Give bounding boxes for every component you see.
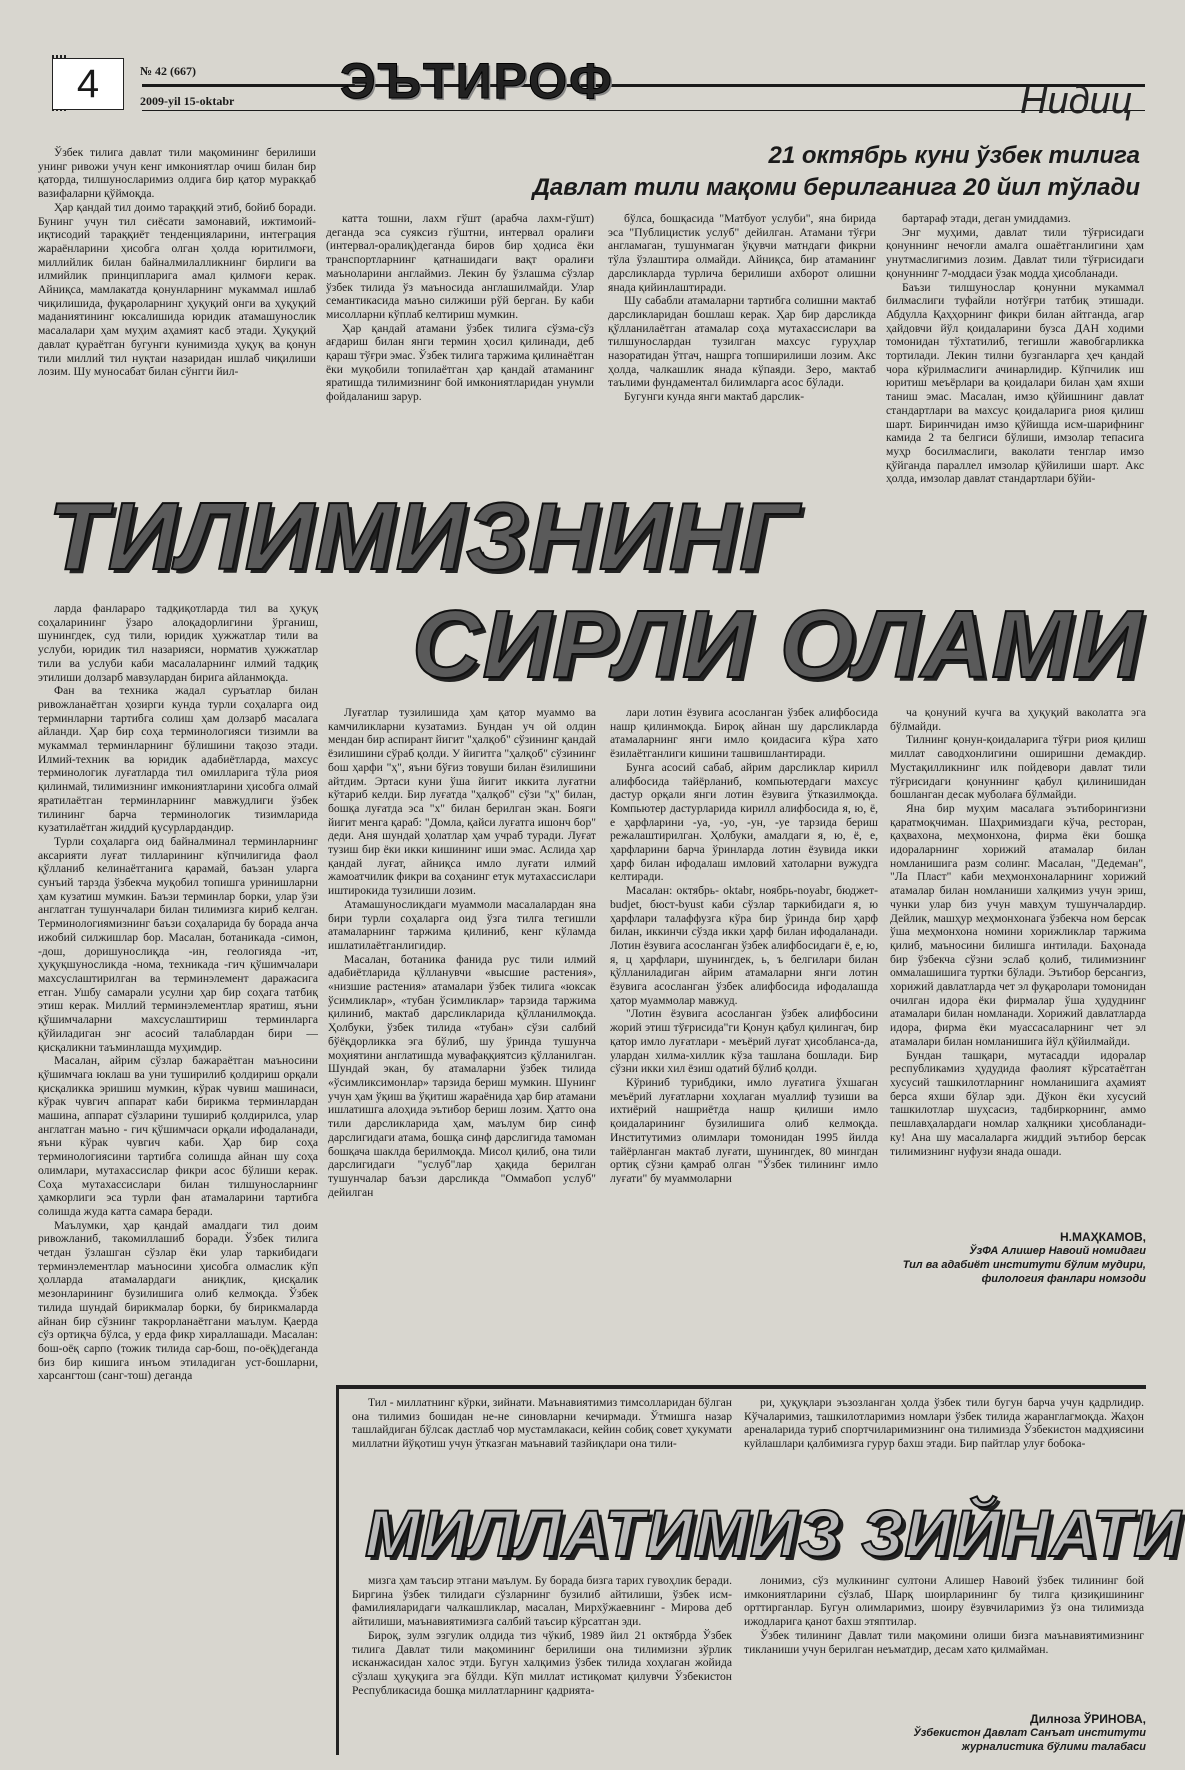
header-rule-thin <box>142 110 1145 111</box>
paragraph: ларда фанлараро тадқиқотларда тил ва ҳуқуқ соҳаларининг ўзаро алоқадорлигини ўрганиш, шунингдек, суд тили, юридик ҳужжатлар тили ва услуби, юридик тил назарияси, норматив ҳужжатлар тили ва услуби каби масалаларнинг илмий тадқиқ этилиши долзарб мавзулардан бирига айланмоқда. <box>38 602 318 684</box>
paragraph: Луғатлар тузилишида ҳам қатор муаммо ва камчиликларни кузатамиз. Бундан уч ой олдин мендан бир аспирант йигит "ҳалқоб" сўзининг қандай ёзилишини сўраб қолди. У йигитга "ҳалқоб" сўзининг бош ҳарфи "ҳ", яъни бўғиз товуши билан ёзилишини айтдим. Эртаси куни ўша йигит иккита луғатни кўтариб келди. Бир луғатда "ҳалқоб" сўзи "ҳ" билан, бошқа луғатда эса "х" билан берилган экан. Бояги йигит менга қараб: "Домла, қайси луғатга ишонч бор" деди. Аня шундай ҳолатлар ҳам учраб туради. Луғат тузиш бир ёки икки кишининг иши эмас. Аслида ҳар қандай луғат, айниқса имло луғати илмий жамоатчилик фикри ва соҳанинг етук мутахассислари иштирокида тузилиши лозим. <box>328 706 596 898</box>
author-1-affiliation-3: филология фанлари номзоди <box>981 1273 1146 1285</box>
author-2-affiliation-1: Ўзбекистон Давлат Санъат институти <box>913 1727 1146 1739</box>
header-rule <box>142 84 1145 87</box>
author-1-name: Н.МАҲКАМОВ, <box>1060 1230 1146 1244</box>
sidebar-top-column-1 <box>352 1396 732 1488</box>
sidebar-top-rule <box>336 1385 1146 1389</box>
sidebar-title: МИЛЛАТИМИЗ ЗИЙНАТИ <box>365 1496 1182 1570</box>
paragraph: Масалан, айрим сўзлар бажараётган маъносини қўшимчага юклаш ва уни туширилиб қолдириш орқали қисқаликка эришиш мумкин, кўрак чувиш машинаси, кўрак чувгич аппарат каби бирикма терминлардан машина, аппарат сўзларини тушириб қолдирилса, улар англатган маъно - гич қўшимчаси орқали ифодаланади, яъни кўрак чувгич каби. Ҳар бир соҳа терминологиясини тартибга солишда айнан шу соҳа олимлари, мутахассислар фикри асос бўлиши керак. Соҳа мутахассислари билан тилшуносларнинг ҳамкорлиги эса турли фан атамаларини тартибга солишда жуда катта самара беради. <box>38 1054 318 1218</box>
issue-date: 2009-yil 15-oktabr <box>140 94 235 108</box>
author-2-affiliation-2: журналистика бўлими талабаси <box>961 1741 1146 1753</box>
paragraph: Яна бир муҳим масалага эътиборингизни қаратмоқчиман. Шаҳримиздаги кўча, ресторан, қаҳвахона, меҳмонхона, фирма ёки бошқа идораларнинг хорижий атамалар билан номланишига разм солинг. Масалан, "Дедеман", "Ла Пласт" каби меҳмонхоналарнинг хорижий атамалар билан номланиши халқимиз учун эриш, чунки улар биз учун мавҳум тушунчалардир. Дейлик, машҳур меҳмонхонага ўзбекча ном берсак ўша меҳмонхона номини хорижликлар таржима қилиб, маъносини билишга интилади. Баҳонада бир ўзбекча сўзни эслаб қолиб, тилимизнинг оммалашишига туртки бўлади. Эътибор берсангиз, хорижий давлатларда чет эл фуқаролари томонидан очилган идора ёки фирмалар ўша ҳудуднинг атамалари билан номланади. Хорижий давлатларда идора, фирма ёки муассасаларнинг чет эл атамалари билан номланишига йўл қўйилмайди. <box>890 801 1146 1048</box>
paragraph: ри, ҳуқуқлари эъзозланган ҳолда ўзбек тили бугун барча учун қадрлидир. Кўчаларимиз, ташкилотларимиз номлари ўзбек тилида жаранглагмоқда. Жаҳон ареналарида туриб спортчиларимизнинг она тилимизда Ўзбекистон мадҳиясини куйлашлари қалбимизга гурур бахш этади. Бир пайтлар улуғ бобока- <box>744 1396 1144 1451</box>
paragraph: Бугунги кунда янги мактаб дарслик- <box>624 390 805 404</box>
paragraph: Энг муҳими, давлат тили тўғрисидаги қонуннинг нечоғли амалга ошаётганлигини ҳам унутмаслигимиз лозим. Давлат тили тўғрисидаги қонуннинг 7-моддаси ўзак модда ҳисобланади. <box>886 225 1144 280</box>
body-column-3 <box>610 706 878 1378</box>
intro-column-1 <box>38 146 316 480</box>
paragraph: Тилнинг қонун-қоидаларига тўғри риоя қилиш миллат саводхонлигини оширишни демакдир. Мустақилликнинг илк пойдевори давлат тили тўғрисидаги қонуннинг қабул қилинишидан бошланган десак муболаға бўлмайди. <box>890 733 1146 802</box>
body-column-1 <box>38 602 318 1758</box>
author-1-affiliation-1: ЎзФА Алишер Навоий номидаги <box>969 1245 1146 1257</box>
signature-author-2 <box>860 1712 1146 1754</box>
paragraph: Масалан, ботаника фанида рус тили илмий адабиётларида қўлланувчи «высшие растения», «низшие растения» атамалари ўзбек тилига «юксак ўсимликлар», «тубан ўсимликлар» тарзида таржима қилиниб, мактаб дарсликларида қўлланилмоқда. Ҳолбуки, ўзбек тилида «тубан» сўзи салбий бўёқдорликка эга бўлиб, шу ўринда тушунча моҳиятини англатишда мувафаққиятсиз қўлланилган. Шундай экан, бу атамаларни ўзбек тилида «ўсимликсимонлар» тарзида бериш мумкин. Шунинг учун ҳам ўқиш ва ўқитиш жараёнида ҳар бир атамани ишлатишга алоҳида эътибор бериш лозим. Ҳатто она тили дарсликларида ҳам, маълум бир синф дарслигидаги атама, бошқа синф дарслигида тамоман бошқача шаклда берилмоқда. Мисол қилиб, она тили дарслигидаги "услуб"лар ҳақида берилган тушунчалар баъзи дарсликда "Оммабоп услуб" дейилган <box>328 952 596 1199</box>
section-tag: Нидиц <box>1020 80 1133 122</box>
paragraph: лари лотин ёзувига асосланган ўзбек алифбосида нашр қилинмоқда. Бироқ айнан шу дарсликларда атамаларнинг янги имло қоидасига кўра хато ёзилаётганлиги кишини ташвишлантиради. <box>610 706 878 761</box>
paragraph: Бундан ташқари, мутасадди идоралар республикамиз ҳудудида фаолият кўрсатаётган хусусий ташкилотларнинг номланишига аҳамият берса яхши бўлар эди. Дўкон ёки хусусий ташкилотлар шуҳсасиз, тадбиркорнинг, аммо пешлавҳалардаги номлар халқники ҳисобланади-ку! Ана шу масалаларга жиддий эътибор берсак тилимизнинг нуфузи янада ошади. <box>890 1048 1146 1158</box>
issue-number: № 42 (667) <box>140 64 197 78</box>
paragraph: Тил - миллатнинг кўрки, зийнати. Маънавиятимиз тимсолларидан бўлган она тилимиз бошидан не-не синовларни кечирмади. Ўтмишга назар ташлайдиган бўлсак дастлаб чор мустамлакаси, кейин собиқ совет ҳукумати миллатни йўқотиш учун ўтказган маънавий тазйиқлари она тили- <box>352 1396 732 1451</box>
paragraph: Турли соҳаларга оид байналминал терминларнинг аксарияти луғат тилларининг кўпчилигида фаол қўлланиб келинаётганига қарамай, баъзан уларга сунъий тарзда ўзбекча муқобил топишга уринишларни ҳам кузатиш мумкин. Баъзи терминлар борки, улар ўзи англатган тушунчалари билан тилимизга кириб келган. Терминологиямизнинг баъзи соҳаларида бу борада анча ижобий силжишлар бор. Масалан, ботаникада -симон, -дош, доришунослиқда -ин, геологияда -ит, ҳуқуқшуносликда -нома, техникада -гич қўшимчалари махсуслаштирилган ва терминэлемент даражасига етган. Ушбу самарали усулни ҳар бир соҳага татбиқ этиш керак. Миллий терминэлементлар яратиш, яъни қўшимчаларни махсуслаштириш терминларга қўйиладиган энг асосий талаблардан бири — қисқаликни таъминлашда муҳимдир. <box>38 834 318 1054</box>
paragraph: Масалан: октябрь- oktabr, ноябрь-noyabr, бюджет-budjet, бюст-byust каби сўзлар таркибидаги я, ю ҳарфлари талаффузга кўра бир ўринда бир ҳарф билан, иккинчи сўзда икки ҳарф билан ифодаланади. Лотин ёзувига асосланган ўзбек алифбосидаги ё, е, ю, я, ц ҳарфлари, шунингдек, ь, ъ белгилари билан қўлланиладиган айрим атамаларни янги лотин ёзувига асосланган ўзбек алифбосида ифодалашда ҳатор муаммолар мавжуд. <box>610 884 878 1007</box>
headline-status-line: Давлат тили мақоми берилганига 20 йил тўлади <box>532 174 1140 201</box>
paragraph: Атамашуносликдаги муаммоли масалалардан яна бири турли соҳаларга оид ўзга тилга тегишли атамаларнинг таржима қилиниб, кенг кўламда ишлатилаётганлигидир. <box>328 897 596 952</box>
paragraph: Маълумки, ҳар қандай амалдаги тил доим ривожланиб, такомиллашиб боради. Ўзбек тилига четдан ўзлашган сўзлар ёки улар таркибидаги терминэлементлар маъносини ҳисобга олмаслик кўп ҳолларда атамалардаги аниқлик, қисқалик мезонларининг бузилишига олиб келмоқда. Ўзбек тилида шундай бирикмалар борки, бу бирикмаларда айнан бир сўзнинг такрорланаётгани маълум. Қаерда сўз ортиқча бўлса, у ерда фикр хираллашади. Масалан: бош-оёқ сарпо (тожик тилида сар-бош, по-оёқ)деганда биз бир кишига инъом этиладиган уст-бошларни, харсангтош (санг-тош) деганда <box>38 1218 318 1383</box>
intro-column-4 <box>886 212 1144 584</box>
body-column-2 <box>328 706 596 1378</box>
paragraph: Фан ва техника жадал суръатлар билан ривожланаётган ҳозирги кунда турли соҳаларга оид терминларни тартибга солиш ҳам долзарб масалага айланди. Ҳар бир соҳа терминологияси тизимли ва мукаммал терминларнинг бўлишини тақозо этади. Илмий-техник ва юридик адабиётларда, махсус терминологик луғатларда тил омилларига тўла риоя қилинмай, тилимизнинг имкониятларини ҳисобга олмай яратилаётган терминларнинг мавжудлиги ўзбек тилининг барча терминологик тизимларида кузатилаётган жиддий қусурлардандир. <box>38 684 318 835</box>
paragraph: бартараф этади, деган умиддамиз. <box>902 212 1071 225</box>
sidebar-bottom-column-2 <box>744 1574 1144 1670</box>
paragraph: Ўзбек тилининг Давлат тили мақомини олиши бизга маънавиятимизнинг тикланиши учун берилган неъматдир, десам хато қилмайман. <box>744 1628 1144 1656</box>
body-column-4 <box>890 706 1146 1226</box>
paragraph: Кўриниб турибдики, имло луғатига ўхшаган меъёрий луғатларни хоҳлаган муаллиф тузиши ва ихтиёрий нашриётда нашр қилиши имло қоидаларининг бузилишига олиб келмоқда. Институтимиз олимлари томонидан 1995 йилда тайёрланган мактаб луғати, шунингдек, 80 мингдан ортиқ сўзни қамраб олган "Ўзбек тилининг имло луғати" бу муаммоларни <box>610 1075 878 1185</box>
author-2-name: Дилноза ЎРИНОВА, <box>1030 1712 1146 1726</box>
intro-column-2 <box>326 212 594 480</box>
paragraph: катта тошни, лахм гўшт (арабча лахм-гўшт) деганда эса суяксиз гўштни, интервал оралиғи (интервал-оралиқ)деганда биров бир ҳодиса ёки транспортларнинг қатнашидаги вақт оралиғи маъноларини англаймиз. Лекин бу ўзлашма сўзлар ўзбек тилида ўз маъносида англашилмайди. Улар семантикасида маъно силжиши рўй берган. Бу каби мисолларни кўплаб келтириш мумкин. <box>326 212 594 321</box>
sidebar-top-column-2 <box>744 1396 1144 1488</box>
paragraph: Баъзи тилшунослар қонунни мукаммал билмаслиги туфайли нотўғри татбиқ этишади. Абдулла Қаҳҳорнинг фикри билан айтганда, агар ҳайдовчи йўл қоидаларини бузса ДАН ходими томонидан тўхтатилиб, тегишли жавобгарликка тортилади. Лекин тилни бузганларга ҳеч қандай чора кўрилмаслиги ачинарлидир. Кўпчилик иш юритиш меъёрлари ва қоидалари билан ҳам яхши таниш эмас. Масалан, имзо қўйишнинг давлат стандартлари ва махсус қоидаларига риоя қилиш шарт. Биринчидан имзо қўйишда исм-шарифнинг камида 2 та белгиси бўлиши, имзолар тепасига муҳр босилмаслиги, ваколати тенглар имзо қўйганда параллел имзолар қўйилиши шарт. Акс ҳолда, имзолар давлат стандартлари бўйи- <box>886 280 1144 486</box>
paragraph: Ҳар қандай атамани ўзбек тилига сўзма-сўз ағдариш билан янги термин ҳосил қилинади, деб қараш тўғри эмас. Ўзбек тилига таржима қилинаётган ёки муқобили топилаётган ҳар қандай атаманинг яратишда тилимизнинг бой имкониятларидан унумли фойдаланиш зарур. <box>326 321 594 404</box>
main-title-line-2: СИРЛИ ОЛАМИ <box>412 591 1143 698</box>
author-1-affiliation-2: Тил ва адабиёт институти бўлим мудири, <box>902 1259 1146 1271</box>
paragraph: Бунга асосий сабаб, айрим дарсликлар кирилл алифбосида тайёрланиб, компьютердаги махсус дастур орқали янги лотин ёзувига ўтказилмоқда. Компьютер дастурларида кирилл алифбосида я, ю, ё, е ҳарфларини -уа, -уо, -ун, -уе тарзида бериш режалаштирилган. Ҳолбуки, амалдаги я, ю, ё, е, ҳарфларини барча ўринларда лотин ёзувида икки ҳарф билан ифодалаш имловий хатоларни вужудга келтиради. <box>610 760 878 884</box>
main-title-line-1: ТИЛИМИЗНИНГ <box>48 483 800 590</box>
signature-author-1 <box>840 1230 1146 1286</box>
paragraph: Бироқ, зулм эзгулик олдида тиз чўкиб, 1989 йил 21 октябрда Ўзбек тилига Давлат тили мақомининг берилиши она тилимизни зўрлик исканжасидан халос этди. Бугун халқимиз ўзбек тилида хоҳлаган жойида сўзлаш ҳуқуқига эга бўлди. Кўп миллат истиқомат қилувчи Ўзбекистон Республикасида бошқа миллатларнинг қадрията- <box>352 1628 732 1697</box>
section-title: ЭЪТИРОФ <box>340 53 614 109</box>
page-number: 4 <box>52 58 124 110</box>
paragraph: "Лотин ёзувига асосланган ўзбек алифбосини жорий этиш тўғрисида"ги Қонун қабул қилингач, бир қатор имло луғатлари - меъёрий луғат ҳисобланса-да, улардан хилма-хиллик кўза ташлана бошлади. Бир сўзни икки хил ёзиш одатий бўлиб қолди. <box>610 1007 878 1076</box>
paragraph: ча қонуний кучга ва ҳуқуқий ваколатга эга бўлмайди. <box>890 706 1146 733</box>
paragraph: Шу сабабли атамаларни тартибга солишни мактаб дарсликларидан бошлаш керак. Ҳар бир дарсликда қўлланилаётган атамалар соҳа мутахассислари ва тилшунослардан тузилган махсус гуруҳлар назоратидан ўтгач, нашрга топширилиши лозим. Акс ҳолда, чалкашлик янада кўпаяди. Зеро, мактаб таълими фундаментал билимларга асос бўлади. <box>608 294 876 390</box>
paragraph: Ўзбек тилига давлат тили мақомининг берилиши унинг ривожи учун кенг имкониятлар очиш билан бир қаторда, тилшуносларимиз олдига бир қатор муракқаб вазифаларни қўймоқда. <box>38 146 316 201</box>
headline-date-line: 21 октябрь куни ўзбек тилига <box>768 142 1140 169</box>
intro-column-3 <box>608 212 876 480</box>
paragraph: Ҳар қандай тил доимо тараққий этиб, бойиб боради. Бунинг учун тил сиёсати замонавий, ижтимоий-иқтисодий тараққиёт тенденцияларини, интеграция жараёнларини ҳисобга олган ҳолда юритилмоғи, миллийлик билан байналмилалликнинг бирлиги ва илмийлик принципларига амал қилмоғи керак. Айниқса, мамлакатда қонунларнинг мукаммал ишлаб чиқилишида, фуқароларнинг ҳуқуқий онги ва ҳуқуқий маданиятининг юксалишида юридик атамашунослик масалалари ҳам муҳим аҳамият касб этади. Ҳуқуқий давлат қураётган бугунги кунимизда ҳуқуқ ва қонун тили миллий тил нуқтаи назаридан ишлаб чиқилиши лозим. Шу муносабат билан сўнгги йил- <box>38 200 316 379</box>
paragraph: бўлса, бошқасида "Матбуот услуби", яна бирида эса "Публицистик услуб" дейилган. Атамани тўғри англамаган, тушунмаган ўқувчи матндаги фикрни тўла ўзлаштира олмайди. Айниқса, бир атаманинг дарсликларда турлича берилиши ахборот олишни янада қийинлаштиради. <box>608 212 876 294</box>
sidebar-bottom-column-1 <box>352 1574 732 1754</box>
paragraph: мизга ҳам таъсир этгани маълум. Бу борада бизга тарих гувоҳлик беради. Биргина ўзбек тилидаги сўзларнинг бузилиб айтилиши, ўзбек исм-фамилияларидаги чалкашликлар, масалан, Мирхўжаевнинг - Мирова деб айтилиши, маънавиятимизга салбий таъсир кўрсатган эди. <box>352 1574 732 1629</box>
paragraph: лонимиз, сўз мулкининг султони Алишер Навоий ўзбек тилининг бой имкониятларини сўзлаб, Шарқ шоирларининг бу тилга қизиқишининг орттирганлар. Бугун олимларимиз, шоиру ёзувчиларимиз ўз она тилимизда ижодларига қанот бахш этяптилар. <box>744 1574 1144 1629</box>
